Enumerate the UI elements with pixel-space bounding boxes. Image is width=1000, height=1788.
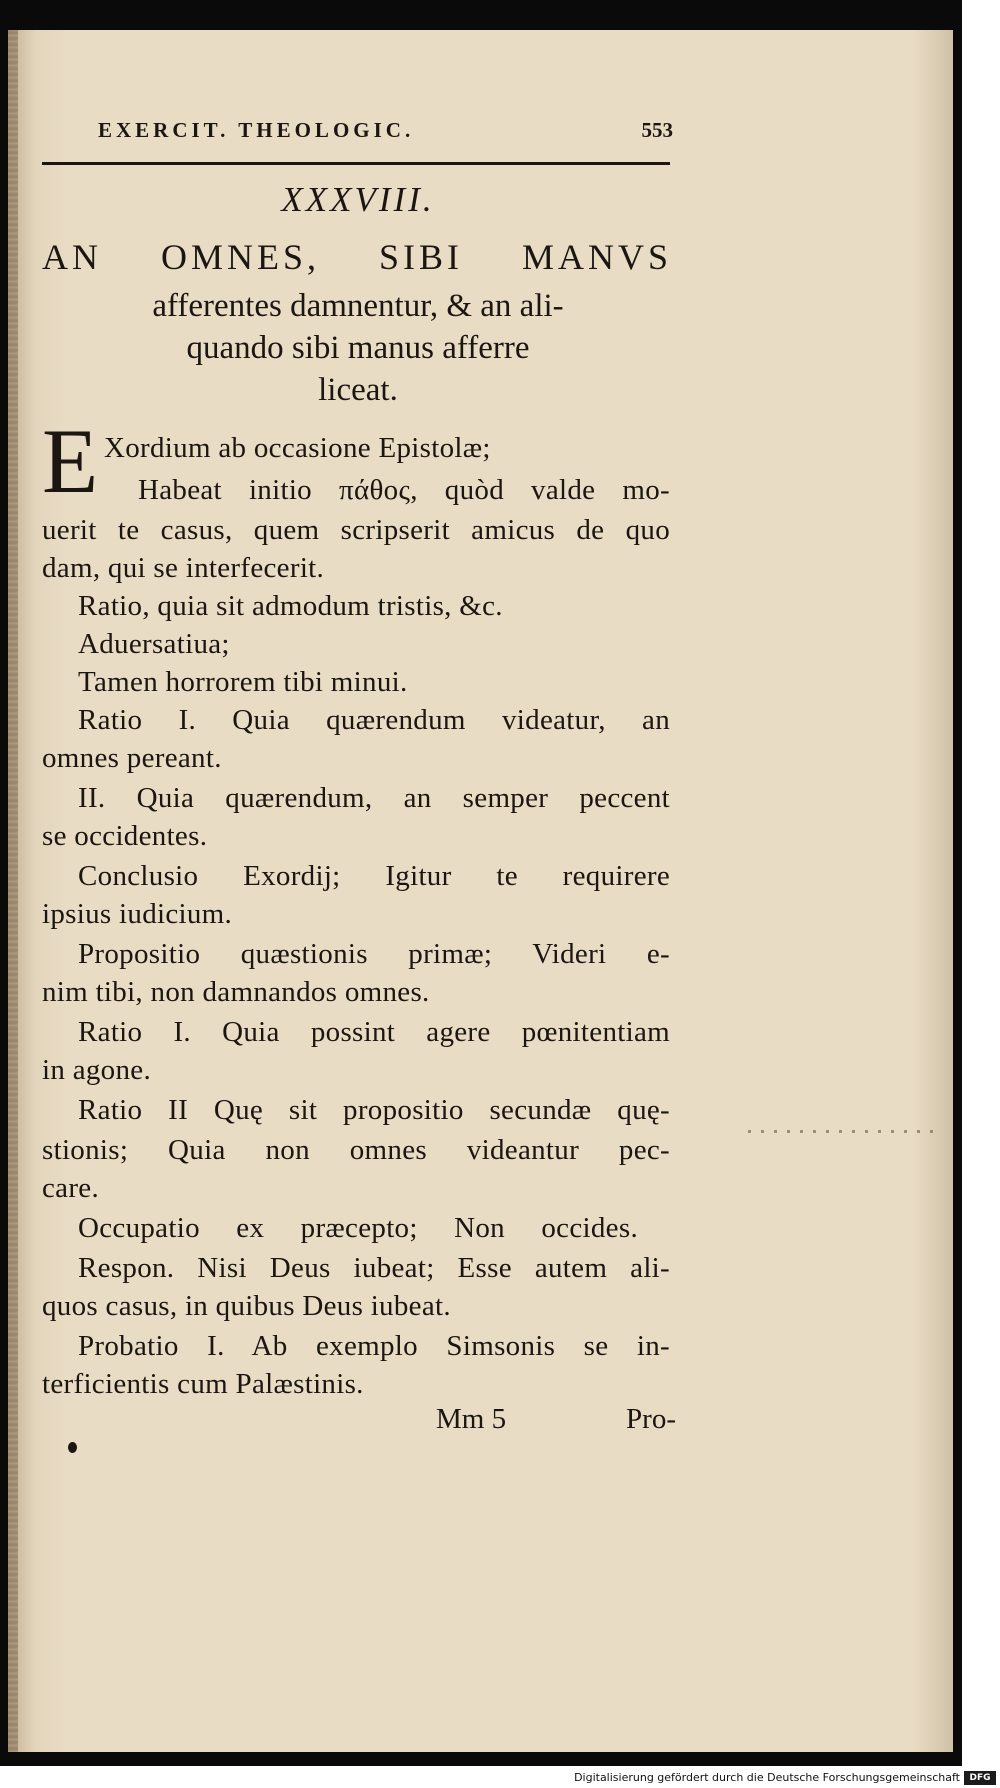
- catchword: Pro-: [626, 1403, 676, 1435]
- catchline: [436, 1403, 676, 1443]
- text-line-24: Probatio I. Ab exemplo Simsonis se in-: [78, 1330, 670, 1362]
- text-line-9: omnes pereant.: [42, 742, 222, 774]
- book-page: [8, 30, 953, 1752]
- text-line-17: in agone.: [42, 1054, 152, 1086]
- dfg-logo: DFG: [964, 1771, 996, 1785]
- chapter-title-line-3: quando sibi manus afferre: [186, 330, 530, 366]
- text-line-7: Tamen horrorem tibi minui.: [78, 666, 408, 698]
- chapter-title-line-1: AN OMNES, SIBI MANVS: [42, 237, 672, 277]
- funding-credit: Digitalisierung gefördert durch die Deutsche Forschungsgemeinschaft: [574, 1771, 960, 1784]
- signature-mark: Mm 5: [436, 1403, 507, 1435]
- page-number: 553: [641, 118, 673, 142]
- text-line-16: Ratio I. Quia possint agere pœnitentiam: [78, 1016, 670, 1048]
- text-line-14: Propositio quæstionis primæ; Videri e-: [78, 938, 670, 970]
- text-line-3: uerit te casus, quem scripserit amicus de quo: [42, 514, 670, 546]
- text-line-8: Ratio I. Quia quærendum videatur, an: [78, 704, 670, 736]
- text-line-13: ipsius iudicium.: [42, 898, 233, 930]
- header-rule: [42, 162, 670, 165]
- running-title: EXERCIT. THEOLOGIC.: [98, 118, 415, 142]
- chapter-title-line-2: afferentes damnentur, & an ali-: [152, 288, 564, 324]
- ink-spot: [68, 1442, 77, 1453]
- page-edge: [8, 30, 18, 1752]
- text-line-1: Xordium ab occasione Epistolæ;: [104, 432, 491, 464]
- digitization-footer: [0, 1770, 1000, 1788]
- chapter-title-line-4: liceat.: [318, 372, 398, 408]
- text-line-19: stionis; Quia non omnes videantur pec-: [42, 1134, 670, 1166]
- text-line-5: Ratio, quia sit admodum tristis, &c.: [78, 590, 503, 622]
- text-line-4: dam, qui se interfecerit.: [42, 552, 325, 584]
- text-line-12: Conclusio Exordij; Igitur te requirere: [78, 860, 670, 892]
- text-line-18: Ratio II Quę sit propositio secundæ quę-: [78, 1094, 670, 1126]
- text-line-6: Aduersatiua;: [78, 628, 230, 660]
- text-line-25: terficientis cum Palæstinis.: [42, 1368, 364, 1400]
- text-line-2: Habeat initio πάθος, quòd valde mo-: [138, 474, 670, 506]
- running-head: [98, 118, 673, 148]
- drop-cap: E: [42, 410, 99, 512]
- text-line-11: se occidentes.: [42, 820, 208, 852]
- text-line-23: quos casus, in quibus Deus iubeat.: [42, 1290, 451, 1322]
- chapter-number: XXXVIII.: [281, 180, 435, 219]
- text-line-22: Respon. Nisi Deus iubeat; Esse autem ali-: [78, 1252, 670, 1284]
- text-line-20: care.: [42, 1172, 100, 1204]
- text-line-21: Occupatio ex præcepto; Non occides.: [78, 1212, 638, 1244]
- text-line-10: II. Quia quærendum, an semper peccent: [78, 782, 670, 814]
- text-line-15: nim tibi, non damnandos omnes.: [42, 976, 430, 1008]
- show-through-dots: [748, 1130, 938, 1133]
